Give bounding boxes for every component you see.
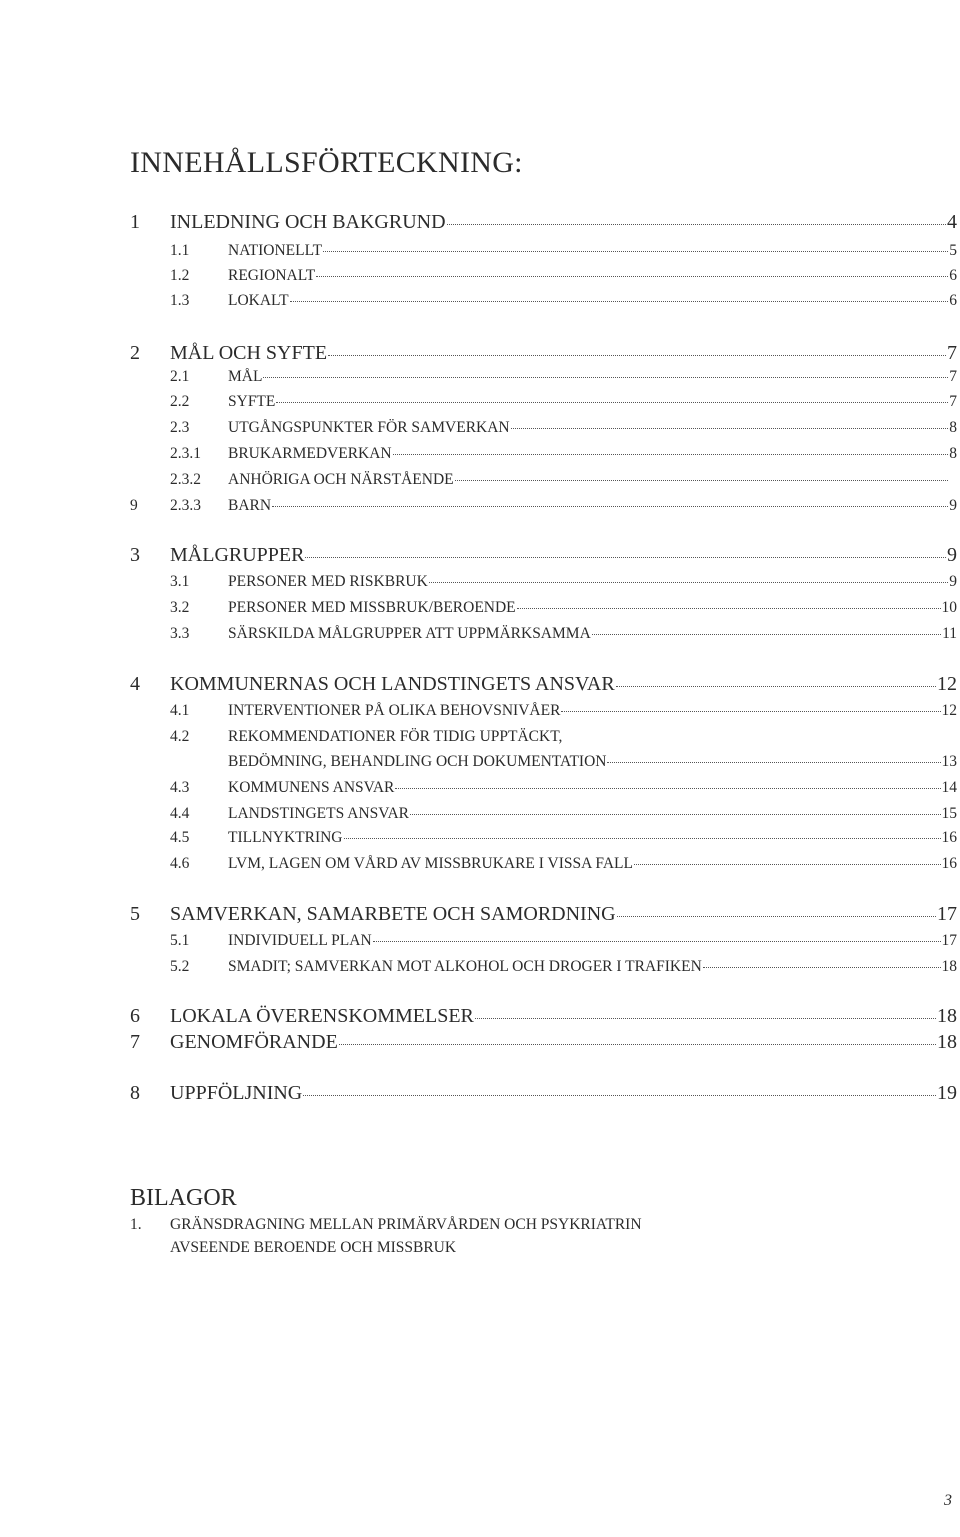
toc-chapter[interactable] bbox=[130, 673, 957, 696]
toc-title: UPPFÖLJNING bbox=[170, 1082, 303, 1104]
toc-section[interactable] bbox=[170, 702, 957, 720]
toc-title: MÅLGRUPPER bbox=[170, 544, 305, 566]
toc-title: PERSONER MED RISKBRUK bbox=[228, 573, 428, 590]
toc-title: MÅL bbox=[228, 368, 263, 385]
dot-leader bbox=[475, 1018, 936, 1019]
toc-section[interactable] bbox=[170, 932, 957, 950]
toc-number: 3.2 bbox=[170, 599, 190, 616]
dot-leader bbox=[455, 480, 948, 481]
dot-leader bbox=[634, 864, 941, 865]
toc-number: 4.4 bbox=[170, 805, 190, 822]
toc-page-number: 12 bbox=[941, 702, 957, 719]
toc-number: 2.3 bbox=[170, 419, 190, 436]
toc-section[interactable] bbox=[170, 445, 957, 463]
toc-title: LOKALA ÖVERENSKOMMELSER bbox=[170, 1005, 474, 1027]
toc-section[interactable] bbox=[170, 419, 957, 437]
toc-number: 1 bbox=[130, 211, 140, 233]
dot-leader bbox=[263, 377, 948, 378]
toc-page-number: 13 bbox=[941, 753, 957, 770]
toc-page-number: 7 bbox=[947, 342, 957, 364]
toc-title: INTERVENTIONER PÅ OLIKA BEHOVSNIVÅER bbox=[228, 702, 561, 719]
toc-page-number: 19 bbox=[937, 1082, 957, 1104]
dot-leader bbox=[339, 1044, 936, 1045]
dot-leader bbox=[592, 634, 941, 635]
stray-page-number: 9 bbox=[130, 497, 138, 514]
toc-title: UTGÅNGSPUNKTER FÖR SAMVERKAN bbox=[228, 419, 510, 436]
toc-page-number: 6 bbox=[949, 267, 957, 284]
toc-page-number: 6 bbox=[949, 292, 957, 309]
page-title: INNEHÅLLSFÖRTECKNING: bbox=[130, 146, 523, 179]
toc-chapter[interactable] bbox=[130, 342, 957, 365]
toc-number: 2.3.1 bbox=[170, 445, 201, 462]
toc-number: 4.5 bbox=[170, 829, 190, 846]
toc-title: INDIVIDUELL PLAN bbox=[228, 932, 372, 949]
toc-number: 5 bbox=[130, 903, 140, 925]
dot-leader bbox=[276, 402, 948, 403]
dot-leader bbox=[511, 428, 948, 429]
toc-title: TILLNYKTRING bbox=[228, 829, 343, 846]
toc-section[interactable] bbox=[170, 958, 957, 976]
toc-page-number: 12 bbox=[937, 673, 957, 695]
toc-number: 4.1 bbox=[170, 702, 190, 719]
toc-title: SMADIT; SAMVERKAN MOT ALKOHOL OCH DROGER I TRAFIKEN bbox=[228, 958, 702, 975]
toc-number: 4.6 bbox=[170, 855, 190, 872]
toc-section[interactable] bbox=[170, 393, 957, 411]
toc-number: 3.1 bbox=[170, 573, 190, 590]
toc-chapter[interactable] bbox=[130, 544, 957, 567]
toc-number: 2.3.3 bbox=[170, 497, 201, 514]
appendix-item bbox=[130, 1216, 642, 1234]
dot-leader bbox=[561, 711, 940, 712]
toc-page-number: 9 bbox=[949, 497, 957, 514]
toc-chapter[interactable] bbox=[130, 1031, 957, 1054]
toc-page-number: 5 bbox=[949, 242, 957, 259]
toc-section-continued[interactable] bbox=[228, 753, 957, 771]
toc-number: 8 bbox=[130, 1082, 140, 1104]
toc-title-continued: BEDÖMNING, BEHANDLING OCH DOKUMENTATION bbox=[228, 753, 607, 770]
toc-title: BRUKARMEDVERKAN bbox=[228, 445, 392, 462]
toc-section[interactable] bbox=[170, 728, 957, 746]
toc-title: ANHÖRIGA OCH NÄRSTÅENDE bbox=[228, 471, 454, 488]
dot-leader bbox=[305, 557, 946, 558]
toc-page-number: 4 bbox=[947, 211, 957, 233]
toc-number: 4.2 bbox=[170, 728, 190, 745]
toc-section[interactable] bbox=[170, 779, 957, 797]
toc-section[interactable] bbox=[170, 855, 957, 873]
toc-number: 5.2 bbox=[170, 958, 190, 975]
toc-page-number: 17 bbox=[941, 932, 957, 949]
toc-number: 1.3 bbox=[170, 292, 190, 309]
dot-leader bbox=[616, 686, 936, 687]
dot-leader bbox=[703, 967, 941, 968]
dot-leader bbox=[316, 276, 948, 277]
toc-title: NATIONELLT bbox=[228, 242, 323, 259]
toc-page-number: 16 bbox=[941, 855, 957, 872]
toc-number: 2.3.2 bbox=[170, 471, 201, 488]
toc-title: KOMMUNENS ANSVAR bbox=[228, 779, 395, 796]
toc-chapter[interactable] bbox=[130, 903, 957, 926]
toc-page-number: 11 bbox=[942, 625, 957, 642]
toc-number: 3.3 bbox=[170, 625, 190, 642]
toc-title: MÅL OCH SYFTE bbox=[170, 342, 328, 364]
toc-page-number: 14 bbox=[941, 779, 957, 796]
toc-section[interactable] bbox=[170, 625, 957, 643]
toc-title: LVM, LAGEN OM VÅRD AV MISSBRUKARE I VISSA FALL bbox=[228, 855, 633, 872]
toc-page-number: 9 bbox=[949, 573, 957, 590]
toc-title: GENOMFÖRANDE bbox=[170, 1031, 338, 1053]
dot-leader bbox=[328, 355, 946, 356]
toc-title: LANDSTINGETS ANSVAR bbox=[228, 805, 409, 822]
toc-page-number: 18 bbox=[937, 1005, 957, 1027]
appendix-number: 1. bbox=[130, 1216, 142, 1233]
toc-page-number: 17 bbox=[937, 903, 957, 925]
toc-page-number: 7 bbox=[949, 368, 957, 385]
toc-number: 4.3 bbox=[170, 779, 190, 796]
dot-leader bbox=[607, 762, 940, 763]
toc-number: 2.2 bbox=[170, 393, 190, 410]
dot-leader bbox=[410, 814, 941, 815]
toc-title: INLEDNING OCH BAKGRUND bbox=[170, 211, 446, 233]
dot-leader bbox=[323, 251, 948, 252]
toc-section[interactable] bbox=[170, 805, 957, 823]
dot-leader bbox=[303, 1095, 936, 1096]
toc-section[interactable] bbox=[170, 267, 957, 285]
toc-page-number: 18 bbox=[941, 958, 957, 975]
toc-page-number: 10 bbox=[941, 599, 957, 616]
toc-title: BARN bbox=[228, 497, 272, 514]
appendix-heading: BILAGOR bbox=[130, 1185, 237, 1211]
toc-title: SAMVERKAN, SAMARBETE OCH SAMORDNING bbox=[170, 903, 616, 925]
appendix-title: GRÄNSDRAGNING MELLAN PRIMÄRVÅRDEN OCH PSYKRIATRIN bbox=[170, 1216, 642, 1233]
toc-number: 4 bbox=[130, 673, 140, 695]
toc-number: 2 bbox=[130, 342, 140, 364]
toc-section[interactable] bbox=[170, 599, 957, 617]
toc-page-number: 9 bbox=[947, 544, 957, 566]
toc-number: 1.2 bbox=[170, 267, 190, 284]
toc-number: 1.1 bbox=[170, 242, 190, 259]
toc-title: REKOMMENDATIONER FÖR TIDIG UPPTÄCKT, bbox=[228, 728, 563, 745]
dot-leader bbox=[395, 788, 940, 789]
toc-number: 3 bbox=[130, 544, 140, 566]
dot-leader bbox=[344, 838, 941, 839]
dot-leader bbox=[517, 608, 941, 609]
toc-number: 6 bbox=[130, 1005, 140, 1027]
toc-section[interactable] bbox=[170, 471, 957, 489]
dot-leader bbox=[393, 454, 948, 455]
toc-title: SYFTE bbox=[228, 393, 276, 410]
toc-page-number: 8 bbox=[949, 445, 957, 462]
toc-title: KOMMUNERNAS OCH LANDSTINGETS ANSVAR bbox=[170, 673, 615, 695]
toc-chapter[interactable] bbox=[130, 1082, 957, 1105]
toc-chapter[interactable] bbox=[130, 1005, 957, 1028]
toc-number: 7 bbox=[130, 1031, 140, 1053]
dot-leader bbox=[290, 301, 948, 302]
toc-title: LOKALT bbox=[228, 292, 289, 309]
toc-number: 2.1 bbox=[170, 368, 190, 385]
dot-leader bbox=[429, 582, 948, 583]
toc-page-number: 18 bbox=[937, 1031, 957, 1053]
toc-chapter[interactable] bbox=[130, 211, 957, 234]
toc-page-number: 7 bbox=[949, 393, 957, 410]
dot-leader bbox=[617, 916, 936, 917]
appendix-title-continued: AVSEENDE BEROENDE OCH MISSBRUK bbox=[170, 1239, 457, 1256]
page-number: 3 bbox=[944, 1492, 952, 1509]
toc-title: PERSONER MED MISSBRUK/BEROENDE bbox=[228, 599, 516, 616]
toc-section[interactable] bbox=[170, 292, 957, 310]
toc-section[interactable] bbox=[170, 368, 957, 386]
dot-leader bbox=[447, 224, 946, 225]
dot-leader bbox=[373, 941, 941, 942]
toc-section[interactable] bbox=[170, 829, 957, 847]
toc-section[interactable] bbox=[170, 573, 957, 591]
toc-section[interactable] bbox=[170, 497, 957, 515]
toc-page-number: 15 bbox=[941, 805, 957, 822]
toc-page-number: 8 bbox=[949, 419, 957, 436]
toc-title: SÄRSKILDA MÅLGRUPPER ATT UPPMÄRKSAMMA bbox=[228, 625, 591, 642]
dot-leader bbox=[272, 506, 948, 507]
toc-title: REGIONALT bbox=[228, 267, 316, 284]
toc-section[interactable] bbox=[170, 242, 957, 260]
toc-number: 5.1 bbox=[170, 932, 190, 949]
toc-page-number: 16 bbox=[941, 829, 957, 846]
